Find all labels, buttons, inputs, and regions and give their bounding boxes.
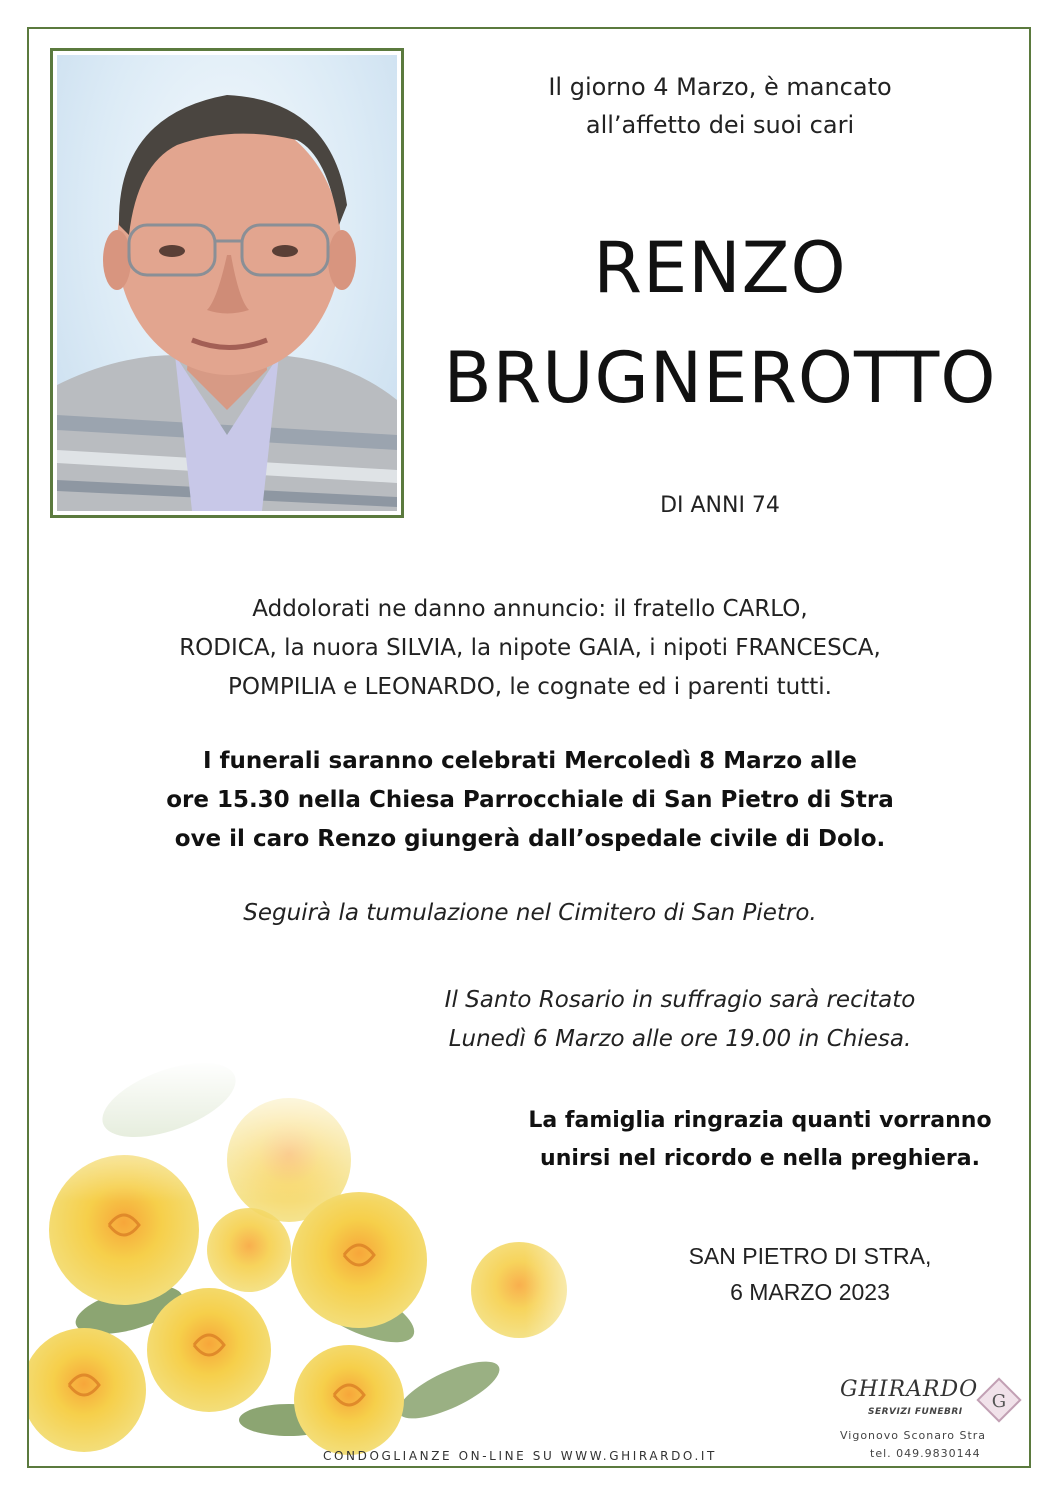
condolences-footer: CONDOGLIANZE ON-LINE SU WWW.GHIRARDO.IT <box>323 1449 717 1463</box>
portrait-illustration <box>57 55 397 511</box>
announcement-text <box>60 590 1000 707</box>
logo-subtitle: SERVIZI FUNEBRI <box>868 1407 963 1417</box>
rosary-line-2: Lunedì 6 Marzo alle ore 19.00 in Chiesa. <box>448 1026 912 1052</box>
portrait-frame <box>50 48 404 518</box>
first-name: RENZO <box>593 227 847 309</box>
thanks-line-1: La famiglia ringrazia quanti vorranno <box>528 1108 992 1133</box>
burial-text: Seguirà la tumulazione nel Cimitero di San Pietro. <box>243 900 817 926</box>
ghirardo-logo <box>832 1373 1032 1468</box>
announcement-line-2: RODICA, la nuora SILVIA, la nipote GAIA, i nipoti FRANCESCA, <box>179 635 881 661</box>
intro-line-2: all’affetto dei suoi cari <box>585 111 855 139</box>
rosary-text <box>360 981 1000 1059</box>
logo-name: GHIRARDO <box>840 1377 979 1402</box>
rosary-line-1: Il Santo Rosario in suffragio sarà recitato <box>444 987 916 1013</box>
intro-text <box>470 68 970 144</box>
place-date <box>640 1238 980 1310</box>
funeral-line-3: ove il caro Renzo giungerà dall’ospedale civile di Dolo. <box>174 826 886 852</box>
funeral-text <box>60 742 1000 859</box>
logo-phone: tel. 049.9830144 <box>870 1447 981 1460</box>
logo-diamond-icon <box>976 1377 1022 1423</box>
portrait-photo <box>57 55 397 511</box>
logo-mark-letter: G <box>991 1391 1007 1412</box>
place: SAN PIETRO DI STRA, <box>688 1243 932 1269</box>
deceased-name <box>420 213 1020 433</box>
announcement-line-3: POMPILIA e LEONARDO, le cognate ed i parenti tutti. <box>228 674 832 700</box>
logo-towns: Vigonovo Sconaro Stra <box>840 1429 987 1442</box>
deceased-age: DI ANNI 74 <box>660 493 780 518</box>
intro-line-1: Il giorno 4 Marzo, è mancato <box>548 73 892 101</box>
thanks-line-2: unirsi nel ricordo e nella preghiera. <box>540 1146 980 1171</box>
funeral-line-2: ore 15.30 nella Chiesa Parrocchiale di San Pietro di Stra <box>166 787 894 813</box>
thanks-text <box>460 1102 1058 1178</box>
announcement-line-1: Addolorati ne danno annuncio: il fratello CARLO, <box>252 596 808 622</box>
funeral-line-1: I funerali saranno celebrati Mercoledì 8 Marzo alle <box>202 748 858 774</box>
date: 6 MARZO 2023 <box>730 1279 890 1305</box>
last-name: BRUGNEROTTO <box>443 337 997 419</box>
